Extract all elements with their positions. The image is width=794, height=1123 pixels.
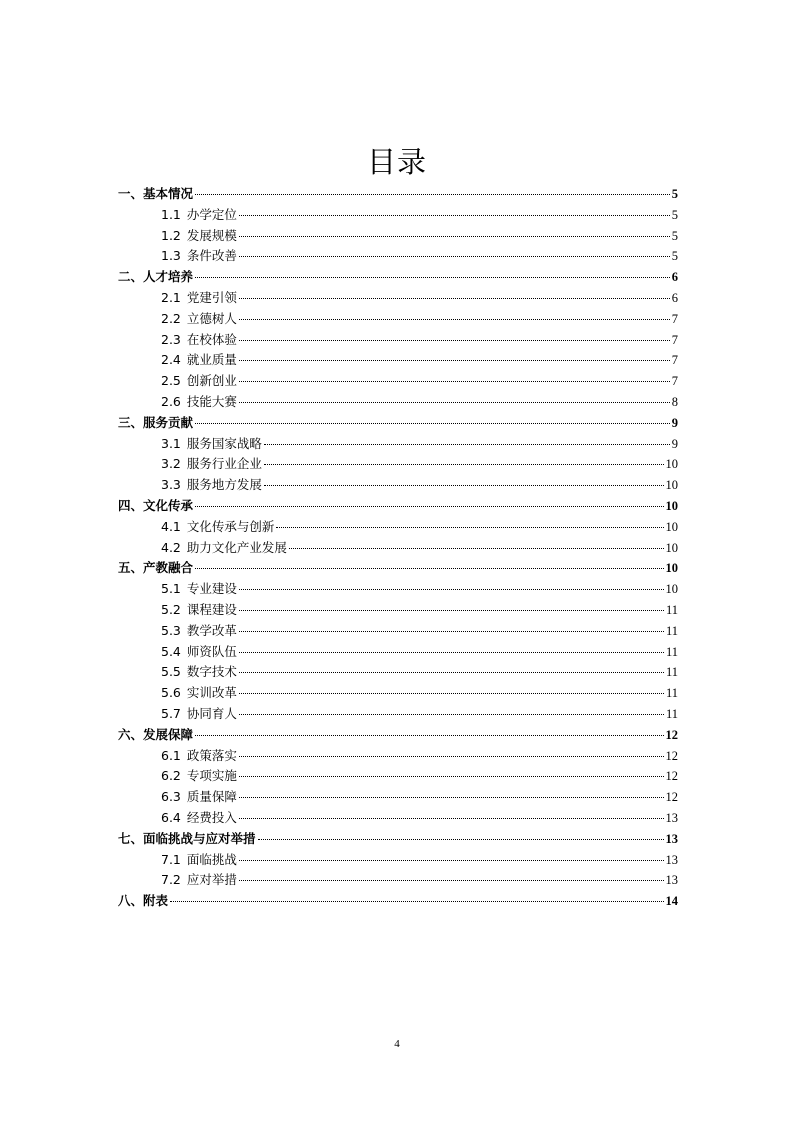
toc-entry-title: 三、服务贡献 bbox=[118, 414, 194, 430]
dot-leader bbox=[264, 464, 664, 465]
toc-entry-title: 服务国家战略 bbox=[186, 435, 262, 451]
toc-entry-page: 12 bbox=[665, 769, 678, 784]
toc-entry-page: 7 bbox=[671, 311, 678, 326]
toc-entry-number: 4.2 bbox=[161, 539, 181, 555]
toc-subsection-entry[interactable] bbox=[118, 434, 678, 455]
toc-entry-number: 2.5 bbox=[161, 373, 181, 389]
toc-entry-title: 协同育人 bbox=[186, 705, 237, 721]
toc-entry-title: 应对举措 bbox=[186, 872, 237, 888]
dot-leader bbox=[239, 360, 670, 361]
dot-leader bbox=[264, 485, 664, 486]
toc-entry-page: 14 bbox=[665, 894, 678, 909]
toc-entry-page: 5 bbox=[671, 207, 678, 222]
dot-leader bbox=[239, 652, 664, 653]
toc-subsection-entry[interactable] bbox=[118, 309, 678, 330]
toc-entry-page: 11 bbox=[665, 602, 678, 617]
toc-entry-page: 10 bbox=[665, 478, 678, 493]
dot-leader bbox=[239, 402, 670, 403]
dot-leader bbox=[258, 839, 664, 840]
toc-entry-title: 创新创业 bbox=[186, 373, 237, 389]
toc-entry-title: 办学定位 bbox=[186, 206, 237, 222]
toc-entry-number: 3.3 bbox=[161, 477, 181, 493]
dot-leader bbox=[239, 693, 664, 694]
toc-subsection-entry[interactable] bbox=[118, 454, 678, 475]
toc-entry-title: 一、基本情况 bbox=[118, 186, 194, 201]
dot-leader bbox=[239, 256, 670, 257]
toc-entry-page: 5 bbox=[671, 249, 678, 264]
toc-entry-title: 发展规模 bbox=[186, 227, 237, 243]
toc-entry-number: 5.1 bbox=[161, 581, 181, 597]
toc-entry-number: 5.5 bbox=[161, 664, 181, 680]
toc-entry-number: 6.4 bbox=[161, 809, 181, 825]
dot-leader bbox=[239, 236, 670, 237]
toc-entry-title: 文化传承与创新 bbox=[186, 518, 275, 534]
dot-leader bbox=[239, 340, 670, 341]
toc-entry-number: 3.1 bbox=[161, 435, 181, 451]
toc-entry-title: 八、附表 bbox=[118, 893, 169, 909]
toc-entry-title: 七、面临挑战与应对举措 bbox=[118, 830, 256, 846]
toc-entry-number: 5.6 bbox=[161, 685, 181, 701]
toc-entry-page: 8 bbox=[671, 394, 678, 409]
toc-subsection-entry[interactable] bbox=[118, 704, 678, 725]
dot-leader bbox=[195, 423, 670, 424]
toc-entry-page: 6 bbox=[671, 270, 678, 285]
toc-subsection-entry[interactable] bbox=[118, 246, 678, 267]
dot-leader bbox=[195, 735, 663, 736]
toc-subsection-entry[interactable] bbox=[118, 517, 678, 538]
toc-subsection-entry[interactable] bbox=[118, 392, 678, 413]
toc-subsection-entry[interactable] bbox=[118, 350, 678, 371]
toc-entry-page: 11 bbox=[665, 665, 678, 680]
toc-entry-title: 六、发展保障 bbox=[118, 726, 194, 742]
dot-leader bbox=[195, 568, 663, 569]
toc-subsection-entry[interactable] bbox=[118, 288, 678, 309]
dot-leader bbox=[239, 319, 670, 320]
dot-leader bbox=[239, 776, 664, 777]
toc-section-entry[interactable] bbox=[118, 184, 678, 205]
toc-subsection-entry[interactable] bbox=[118, 621, 678, 642]
toc-entry-number: 2.2 bbox=[161, 310, 181, 326]
toc-subsection-entry[interactable] bbox=[118, 746, 678, 767]
toc-subsection-entry[interactable] bbox=[118, 787, 678, 808]
toc-entry-page: 10 bbox=[665, 457, 678, 472]
dot-leader bbox=[264, 444, 670, 445]
toc-entry-number: 5.3 bbox=[161, 622, 181, 638]
toc-section-entry[interactable] bbox=[118, 496, 678, 517]
table-of-contents bbox=[118, 184, 678, 912]
toc-subsection-entry[interactable] bbox=[118, 330, 678, 351]
dot-leader bbox=[239, 381, 670, 382]
toc-entry-number: 2.4 bbox=[161, 352, 181, 368]
dot-leader bbox=[239, 589, 664, 590]
toc-entry-title: 专项实施 bbox=[186, 768, 237, 784]
toc-entry-number: 7.1 bbox=[161, 851, 181, 867]
toc-entry-page: 11 bbox=[665, 686, 678, 701]
toc-subsection-entry[interactable] bbox=[118, 600, 678, 621]
toc-subsection-entry[interactable] bbox=[118, 662, 678, 683]
toc-entry-title: 在校体验 bbox=[186, 331, 237, 347]
toc-entry-page: 11 bbox=[665, 623, 678, 638]
toc-entry-title: 专业建设 bbox=[186, 581, 237, 597]
toc-entry-number: 6.1 bbox=[161, 747, 181, 763]
dot-leader bbox=[276, 527, 663, 528]
toc-subsection-entry[interactable] bbox=[118, 766, 678, 787]
toc-entry-title: 助力文化产业发展 bbox=[186, 539, 287, 555]
toc-section-entry[interactable] bbox=[118, 267, 678, 288]
toc-subsection-entry[interactable] bbox=[118, 538, 678, 559]
dot-leader bbox=[239, 756, 664, 757]
toc-subsection-entry[interactable] bbox=[118, 475, 678, 496]
toc-entry-page: 11 bbox=[665, 706, 678, 721]
toc-entry-number: 6.3 bbox=[161, 789, 181, 805]
toc-entry-title: 经费投入 bbox=[186, 809, 237, 825]
toc-entry-title: 政策落实 bbox=[186, 747, 237, 763]
page-title: 目录 bbox=[366, 145, 427, 179]
toc-entry-page: 13 bbox=[665, 810, 678, 825]
toc-entry-page: 10 bbox=[665, 498, 678, 513]
toc-subsection-entry[interactable] bbox=[118, 205, 678, 226]
dot-leader bbox=[239, 215, 670, 216]
toc-section-entry[interactable] bbox=[118, 725, 678, 746]
toc-entry-number: 3.2 bbox=[161, 456, 181, 472]
dot-leader bbox=[289, 548, 664, 549]
toc-entry-number: 5.2 bbox=[161, 601, 181, 617]
toc-entry-number: 1.3 bbox=[161, 248, 181, 264]
toc-entry-number: 5.7 bbox=[161, 705, 181, 721]
toc-entry-page: 12 bbox=[665, 748, 678, 763]
toc-entry-page: 12 bbox=[665, 790, 678, 805]
toc-entry-page: 10 bbox=[665, 540, 678, 555]
toc-entry-page: 10 bbox=[665, 561, 678, 576]
toc-entry-page: 10 bbox=[665, 582, 678, 597]
toc-entry-number: 1.2 bbox=[161, 227, 181, 243]
toc-entry-title: 立德树人 bbox=[186, 310, 237, 326]
toc-entry-title: 面临挑战 bbox=[186, 851, 237, 867]
toc-entry-title: 师资队伍 bbox=[186, 643, 237, 659]
toc-entry-number: 2.6 bbox=[161, 393, 181, 409]
toc-entry-number: 4.1 bbox=[161, 518, 181, 534]
toc-entry-page: 5 bbox=[671, 187, 678, 201]
toc-entry-title: 实训改革 bbox=[186, 685, 237, 701]
toc-entry-page: 10 bbox=[665, 519, 678, 534]
toc-entry-number: 6.2 bbox=[161, 768, 181, 784]
toc-subsection-entry[interactable] bbox=[118, 579, 678, 600]
dot-leader bbox=[239, 610, 664, 611]
toc-entry-page: 9 bbox=[671, 415, 678, 430]
dot-leader bbox=[170, 901, 663, 902]
toc-entry-title: 二、人才培养 bbox=[118, 269, 194, 285]
toc-entry-title: 条件改善 bbox=[186, 248, 237, 264]
toc-section-entry[interactable] bbox=[118, 829, 678, 850]
toc-entry-page: 5 bbox=[671, 228, 678, 243]
toc-entry-title: 五、产教融合 bbox=[118, 560, 194, 576]
toc-entry-title: 质量保障 bbox=[186, 789, 237, 805]
toc-section-entry[interactable] bbox=[118, 413, 678, 434]
toc-entry-page: 11 bbox=[665, 644, 678, 659]
toc-entry-title: 技能大赛 bbox=[186, 393, 237, 409]
dot-leader bbox=[239, 797, 664, 798]
toc-entry-title: 教学改革 bbox=[186, 622, 237, 638]
toc-entry-page: 7 bbox=[671, 332, 678, 347]
toc-entry-page: 13 bbox=[665, 852, 678, 867]
toc-entry-number: 2.3 bbox=[161, 331, 181, 347]
toc-entry-page: 6 bbox=[671, 290, 678, 305]
toc-entry-page: 13 bbox=[665, 831, 678, 846]
toc-entry-title: 课程建设 bbox=[186, 601, 237, 617]
toc-entry-page: 7 bbox=[671, 353, 678, 368]
toc-entry-number: 2.1 bbox=[161, 289, 181, 305]
dot-leader bbox=[195, 506, 663, 507]
toc-entry-page: 9 bbox=[671, 436, 678, 451]
toc-subsection-entry[interactable] bbox=[118, 808, 678, 829]
dot-leader bbox=[239, 714, 664, 715]
toc-subsection-entry[interactable] bbox=[118, 226, 678, 247]
dot-leader bbox=[239, 860, 664, 861]
toc-entry-number: 5.4 bbox=[161, 643, 181, 659]
toc-entry-title: 党建引领 bbox=[186, 289, 237, 305]
toc-entry-page: 12 bbox=[665, 727, 678, 742]
toc-subsection-entry[interactable] bbox=[118, 683, 678, 704]
toc-entry-page: 7 bbox=[671, 374, 678, 389]
dot-leader bbox=[239, 672, 664, 673]
toc-entry-number: 1.1 bbox=[161, 206, 181, 222]
toc-entry-title: 服务行业企业 bbox=[186, 456, 262, 472]
toc-entry-number: 7.2 bbox=[161, 872, 181, 888]
toc-subsection-entry[interactable] bbox=[118, 642, 678, 663]
dot-leader bbox=[195, 194, 670, 195]
toc-subsection-entry[interactable] bbox=[118, 870, 678, 891]
toc-entry-title: 四、文化传承 bbox=[118, 497, 194, 513]
toc-subsection-entry[interactable] bbox=[118, 850, 678, 871]
toc-section-entry[interactable] bbox=[118, 558, 678, 579]
dot-leader bbox=[239, 818, 664, 819]
dot-leader bbox=[239, 880, 664, 881]
dot-leader bbox=[195, 277, 670, 278]
dot-leader bbox=[239, 631, 664, 632]
toc-entry-title: 数字技术 bbox=[186, 664, 237, 680]
toc-entry-title: 服务地方发展 bbox=[186, 477, 262, 493]
page-number: 4 bbox=[394, 1038, 400, 1050]
toc-entry-page: 13 bbox=[665, 873, 678, 888]
toc-section-entry[interactable] bbox=[118, 891, 678, 912]
dot-leader bbox=[239, 298, 670, 299]
toc-entry-title: 就业质量 bbox=[186, 352, 237, 368]
toc-subsection-entry[interactable] bbox=[118, 371, 678, 392]
